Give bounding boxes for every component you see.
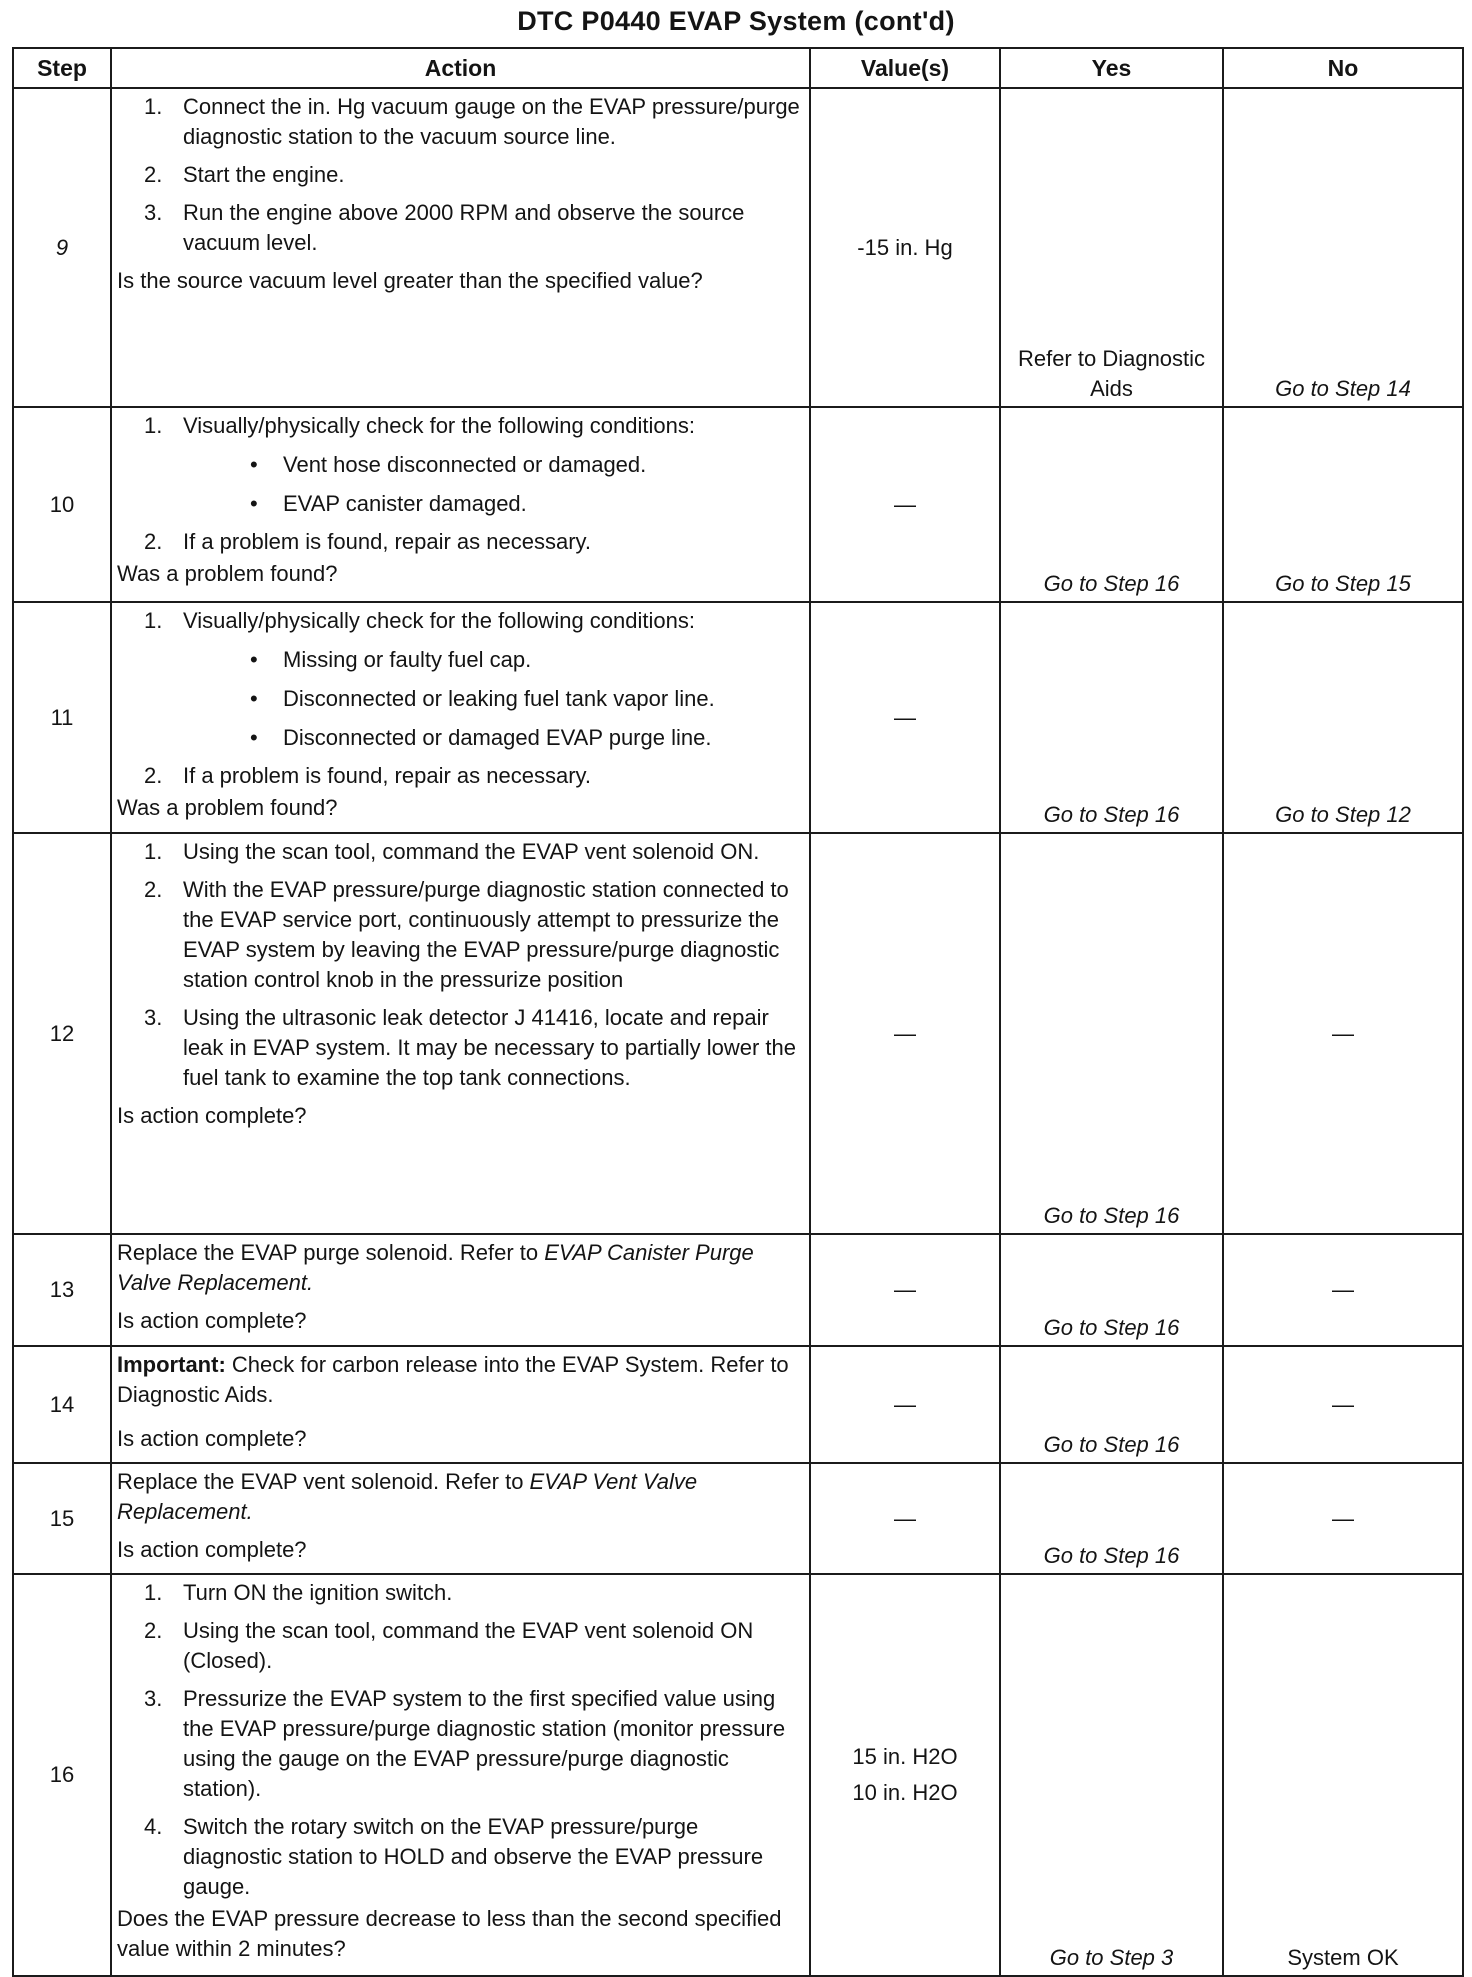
item-number: 2. [144, 877, 163, 902]
item-number: 1. [144, 413, 163, 438]
step-number: 11 [13, 602, 111, 833]
value-cell: — [810, 1463, 1000, 1574]
action-question: Is the source vacuum level greater than the specified value? [117, 268, 703, 293]
yes-result: Go to Step 16 [1043, 1432, 1180, 1457]
table-row [13, 1463, 1463, 1574]
item-number: 3. [144, 1686, 163, 1711]
yes-cell [1000, 1234, 1223, 1346]
bullet-text: Disconnected or damaged EVAP purge line. [283, 725, 712, 750]
yes-result: Go to Step 3 [1049, 1945, 1174, 1970]
value-text: 15 in. H2O [852, 1744, 958, 1769]
item-number: 4. [144, 1814, 163, 1839]
action-item [117, 198, 803, 258]
no-cell [1223, 602, 1463, 833]
action-question: Is action complete? [117, 1103, 307, 1128]
item-text: Visually/physically check for the following conditions: [183, 608, 695, 633]
no-cell [1223, 1574, 1463, 1976]
reference-link: EVAP Canister Purge Valve Replacement. [117, 1240, 754, 1295]
no-cell [1223, 407, 1463, 602]
bullet-item [183, 450, 803, 480]
yes-cell [1000, 833, 1223, 1234]
action-item [117, 527, 803, 557]
action-question: Does the EVAP pressure decrease to less than the second specified value within 2 minutes? [117, 1906, 782, 1961]
bullet-icon: • [250, 491, 258, 516]
value-cell [810, 1574, 1000, 1976]
yes-cell [1000, 602, 1223, 833]
item-text: Start the engine. [183, 162, 345, 187]
yes-cell [1000, 88, 1223, 407]
item-number: 1. [144, 608, 163, 633]
value-cell: — [810, 407, 1000, 602]
important-label: Important: [117, 1352, 226, 1377]
item-text: Connect the in. Hg vacuum gauge on the EVAP pressure/purge diagnostic station to the vacuum source line. [183, 94, 800, 149]
item-number: 2. [144, 529, 163, 554]
action-text [117, 1238, 803, 1298]
item-text: Pressurize the EVAP system to the first specified value using the EVAP pressure/purge diagnostic station (monitor pressure using the gauge on the EVAP pressure/purge diagnostic station). [183, 1686, 786, 1801]
bullet-item [183, 645, 803, 675]
item-text: If a problem is found, repair as necessary. [183, 529, 592, 554]
action-instruction: Replace the EVAP purge solenoid. Refer to [117, 1240, 545, 1265]
no-result: Go to Step 12 [1275, 802, 1411, 827]
action-item [117, 411, 803, 519]
action-question: Is action complete? [117, 1537, 307, 1562]
action-cell [111, 1234, 810, 1346]
item-text: Using the scan tool, command the EVAP vent solenoid ON. [183, 839, 760, 864]
item-text: Visually/physically check for the following conditions: [183, 413, 695, 438]
item-text: If a problem is found, repair as necessary. [183, 763, 592, 788]
no-result: Go to Step 14 [1275, 376, 1411, 401]
step-number: 16 [13, 1574, 111, 1976]
item-text: With the EVAP pressure/purge diagnostic station connected to the EVAP service port, continuously attempt to pressurize the EVAP system by leaving the EVAP pressure/purge diagnostic station control knob in the pressurize position [183, 877, 789, 992]
table-row [13, 1234, 1463, 1346]
yes-result: Refer to Diagnostic Aids [1017, 346, 1206, 401]
bullet-text: EVAP canister damaged. [283, 491, 527, 516]
table-row [13, 833, 1463, 1234]
item-number: 1. [144, 94, 163, 119]
table-row [13, 1346, 1463, 1463]
table-header-row [13, 48, 1463, 88]
item-number: 1. [144, 1580, 163, 1605]
reference-link: EVAP Vent Valve Replacement. [117, 1469, 698, 1524]
yes-result: Go to Step 16 [1043, 1203, 1180, 1228]
value-cell: — [810, 833, 1000, 1234]
bullet-text: Vent hose disconnected or damaged. [283, 452, 647, 477]
step-number: 10 [13, 407, 111, 602]
action-item [117, 92, 803, 152]
action-cell [111, 88, 810, 407]
action-item [117, 160, 803, 190]
yes-cell [1000, 1574, 1223, 1976]
item-number: 3. [144, 200, 163, 225]
item-number: 2. [144, 763, 163, 788]
step-number: 14 [13, 1346, 111, 1463]
header-action: Action [111, 48, 810, 88]
action-item [117, 1684, 803, 1804]
header-values: Value(s) [810, 48, 1000, 88]
step-number: 15 [13, 1463, 111, 1574]
bullet-icon: • [250, 647, 258, 672]
step-number: 13 [13, 1234, 111, 1346]
no-result: Go to Step 15 [1275, 571, 1411, 596]
table-row [13, 602, 1463, 833]
value-cell: — [810, 602, 1000, 833]
no-cell: — [1223, 833, 1463, 1234]
action-question: Was a problem found? [117, 561, 338, 586]
bullet-item [183, 489, 803, 519]
yes-result: Go to Step 16 [1043, 802, 1180, 827]
step-number: 12 [13, 833, 111, 1234]
item-text: Using the scan tool, command the EVAP vent solenoid ON (Closed). [183, 1618, 754, 1673]
action-question: Is action complete? [117, 1308, 307, 1333]
bullet-item [183, 723, 803, 753]
value-cell: — [810, 1234, 1000, 1346]
item-text: Run the engine above 2000 RPM and observe the source vacuum level. [183, 200, 745, 255]
item-number: 2. [144, 162, 163, 187]
action-text [117, 1350, 803, 1410]
action-item [117, 1616, 803, 1676]
no-cell: — [1223, 1234, 1463, 1346]
yes-cell [1000, 1463, 1223, 1574]
value-text: -15 in. Hg [857, 234, 953, 260]
table-row [13, 1574, 1463, 1976]
action-cell [111, 602, 810, 833]
action-question: Is action complete? [117, 1426, 307, 1451]
bullet-icon: • [250, 452, 258, 477]
value-text: 10 in. H2O [852, 1780, 958, 1805]
item-number: 1. [144, 839, 163, 864]
step-number: 9 [13, 88, 111, 407]
item-text: Using the ultrasonic leak detector J 41416, locate and repair leak in EVAP system. It may be necessary to partially lower the fuel tank to examine the top tank connections. [183, 1005, 797, 1090]
header-step: Step [13, 48, 111, 88]
item-text: Turn ON the ignition switch. [183, 1580, 453, 1605]
diagnostic-table [12, 47, 1464, 1977]
action-item [117, 606, 803, 753]
no-result: System OK [1287, 1945, 1399, 1970]
bullet-text: Disconnected or leaking fuel tank vapor line. [283, 686, 715, 711]
header-yes: Yes [1000, 48, 1223, 88]
page-title: DTC P0440 EVAP System (cont'd) [517, 6, 955, 36]
no-cell: — [1223, 1346, 1463, 1463]
action-cell [111, 407, 810, 602]
action-question: Was a problem found? [117, 795, 338, 820]
bullet-text: Missing or faulty fuel cap. [283, 647, 532, 672]
no-cell: — [1223, 1463, 1463, 1574]
item-text: Switch the rotary switch on the EVAP pressure/purge diagnostic station to HOLD and observe the EVAP pressure gauge. [183, 1814, 764, 1899]
action-item [117, 1578, 803, 1608]
action-item [117, 1003, 803, 1093]
action-item [117, 875, 803, 995]
action-instruction: Check for carbon release into the EVAP System. Refer to Diagnostic Aids. [117, 1352, 789, 1407]
yes-result: Go to Step 16 [1043, 1315, 1180, 1340]
value-cell [810, 88, 1000, 407]
bullet-icon: • [250, 686, 258, 711]
action-text [117, 1467, 803, 1527]
action-cell [111, 1346, 810, 1463]
header-no: No [1223, 48, 1463, 88]
action-item [117, 837, 803, 867]
yes-result: Go to Step 16 [1043, 571, 1180, 596]
action-cell [111, 833, 810, 1234]
action-item [117, 761, 803, 791]
item-number: 3. [144, 1005, 163, 1030]
yes-cell [1000, 407, 1223, 602]
yes-result: Go to Step 16 [1043, 1543, 1180, 1568]
item-number: 2. [144, 1618, 163, 1643]
table-row [13, 88, 1463, 407]
action-cell [111, 1463, 810, 1574]
yes-cell [1000, 1346, 1223, 1463]
action-instruction: Replace the EVAP vent solenoid. Refer to [117, 1469, 530, 1494]
action-cell [111, 1574, 810, 1976]
action-item [117, 1812, 803, 1902]
table-row [13, 407, 1463, 602]
no-cell [1223, 88, 1463, 407]
value-cell: — [810, 1346, 1000, 1463]
bullet-icon: • [250, 725, 258, 750]
bullet-item [183, 684, 803, 714]
